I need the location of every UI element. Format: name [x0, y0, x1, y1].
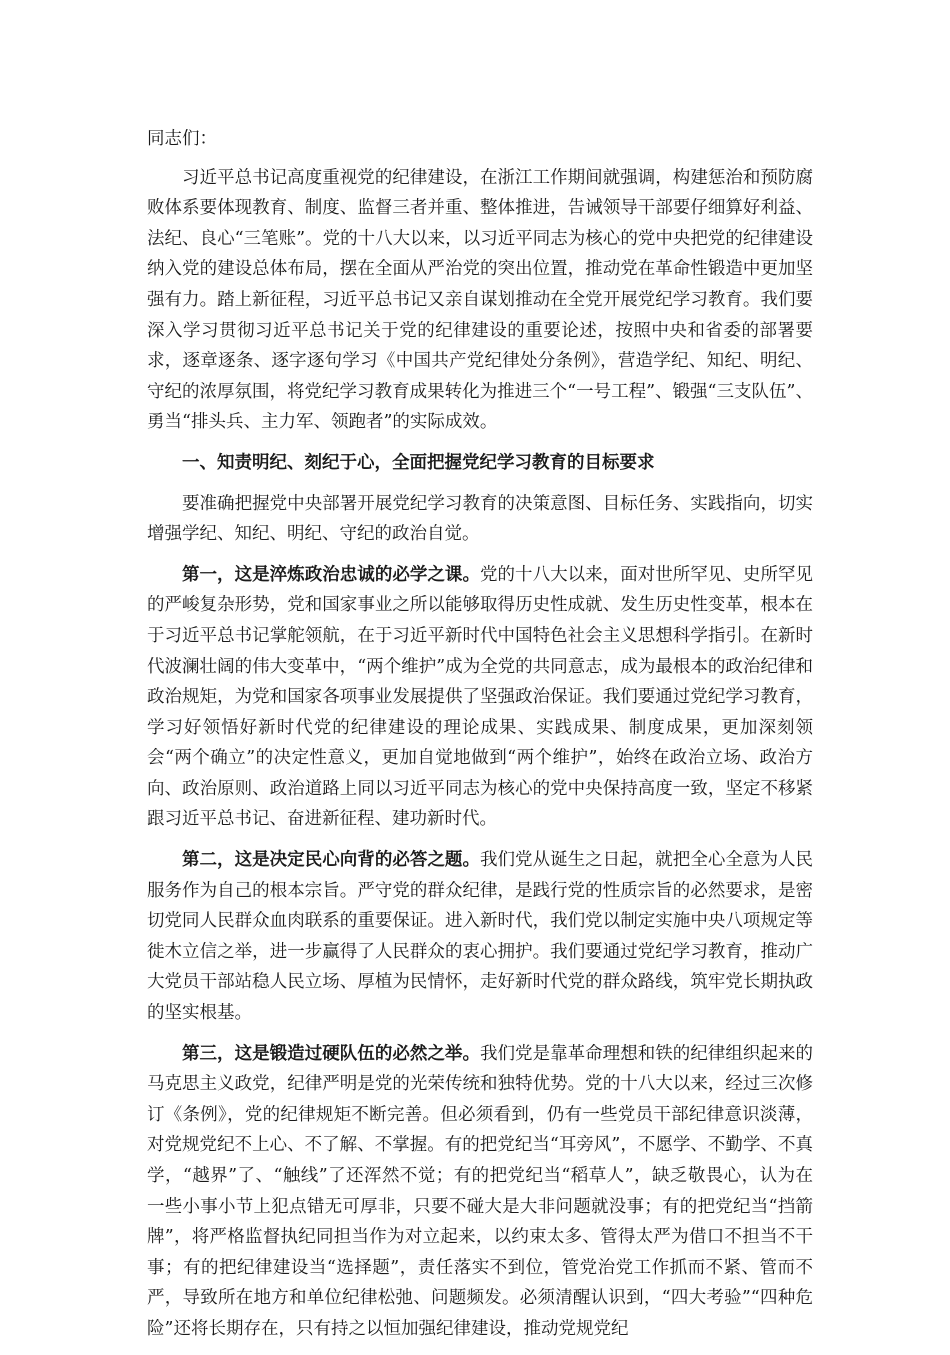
point-lead-3: 第三，这是锻造过硬队伍的必然之举。 — [182, 1043, 480, 1064]
salutation: 同志们： — [147, 129, 217, 149]
document-page — [147, 124, 813, 1355]
point-paragraph-3 — [147, 1039, 813, 1345]
point-body-1: 党的十八大以来，面对世所罕见、史所罕见的严峻复杂形势，党和国家事业之所以能够取得历史性成就、发生历史性变革，根本在于习近平总书记掌舵领航，在于习近平新时代中国特色社会主义思想科学指引。在新时代波澜壮阔的伟大变革中，“两个维护”成为全党的共同意志，成为最根本的政治纪律和政治规矩，为党和国家各项事业发展提供了坚强政治保证。我们要通过党纪学习教育，学习好领悟好新时代党的纪律建设的理论成果、实践成果、制度成果，更加深刻领会“两个确立”的决定性意义，更加自觉地做到“两个维护”，始终在政治立场、政治方向、政治原则、政治道路上同以习近平同志为核心的党中央保持高度一致，坚定不移紧跟习近平总书记、奋进新征程、建功新时代。 — [147, 564, 813, 830]
point-paragraph-2 — [147, 845, 813, 1029]
point-paragraph-1 — [147, 560, 813, 835]
point-lead-1: 第一，这是淬炼政治忠诚的必学之课。 — [182, 564, 480, 585]
intro-paragraph: 习近平总书记高度重视党的纪律建设，在浙江工作期间就强调，构建惩治和预防腐败体系要体现教育、制度、监督三者并重、整体推进，告诫领导干部要仔细算好利益、法纪、良心“三笔账”。党的十八大以来，以习近平同志为核心的党中央把党的纪律建设纳入党的建设总体布局，摆在全面从严治党的突出位置，推动党在革命性锻造中更加坚强有力。踏上新征程，习近平总书记又亲自谋划推动在全党开展党纪学习教育。我们要深入学习贯彻习近平总书记关于党的纪律建设的重要论述，按照中央和省委的部署要求，逐章逐条、逐字逐句学习《中国共产党纪律处分条例》，营造学纪、知纪、明纪、守纪的浓厚氛围，将党纪学习教育成果转化为推进三个“一号工程”、锻强“三支队伍”、勇当“排头兵、主力军、领跑者”的实际成效。 — [147, 167, 813, 433]
section-summary-paragraph: 要准确把握党中央部署开展党纪学习教育的决策意图、目标任务、实践指向，切实增强学纪、知纪、明纪、守纪的政治自觉。 — [147, 493, 813, 545]
point-lead-2: 第二，这是决定民心向背的必答之题。 — [182, 850, 480, 871]
point-body-2: 我们党从诞生之日起，就把全心全意为人民服务作为自己的根本宗旨。严守党的群众纪律，是践行党的性质宗旨的必然要求，是密切党同人民群众血肉联系的重要保证。进入新时代，我们党以制定实施中央八项规定等徙木立信之举，进一步赢得了人民群众的衷心拥护。我们要通过党纪学习教育，推动广大党员干部站稳人民立场、厚植为民情怀，走好新时代党的群众路线，筑牢党长期执政的坚实根基。 — [147, 850, 813, 1024]
point-body-3: 我们党是靠革命理想和铁的纪律组织起来的马克思主义政党，纪律严明是党的光荣传统和独特优势。党的十八大以来，经过三次修订《条例》，党的纪律规矩不断完善。但必须看到，仍有一些党员干部纪律意识淡薄，对党规党纪不上心、不了解、不掌握。有的把党纪当“耳旁风”，不愿学、不勤学、不真学，“越界”了、“触线”了还浑然不觉；有的把党纪当“稻草人”，缺乏敬畏心，认为在一些小事小节上犯点错无可厚非，只要不碰大是大非问题就没事；有的把党纪当“挡箭牌”，将严格监督执纪同担当作为对立起来，以约束太多、管得太严为借口不担当不干事；有的把纪律建设当“选择题”，责任落实不到位，管党治党工作抓而不紧、管而不严，导致所在地方和单位纪律松弛、问题频发。必须清醒认识到，“四大考验”“四种危险”还将长期存在，只有持之以恒加强纪律建设，推动党规党纪 — [147, 1043, 813, 1339]
section-heading: 一、知责明纪、刻纪于心，全面把握党纪学习教育的目标要求 — [182, 452, 655, 473]
